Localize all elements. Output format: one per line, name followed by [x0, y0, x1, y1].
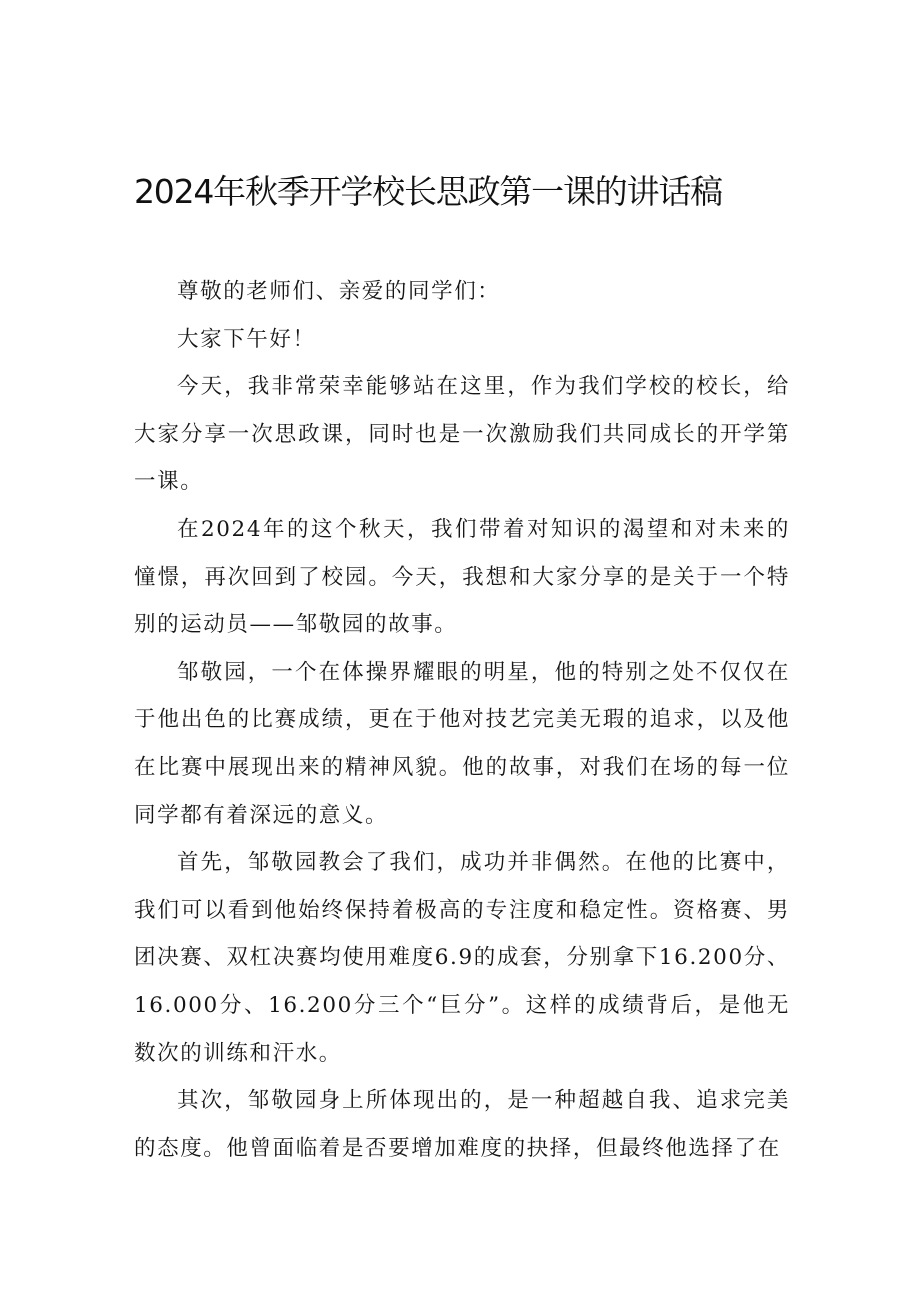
document-body	[134, 268, 790, 1172]
body-paragraph: 其次，邹敬园身上所体现出的，是一种超越自我、追求完美的态度。他曾面临着是否要增加难度的抉择，但最终他选择了在	[134, 1088, 790, 1161]
body-paragraph: 邹敬园，一个在体操界耀眼的明星，他的特别之处不仅仅在于他出色的比赛成绩，更在于他对技艺完美无瑕的追求，以及他在比赛中展现出来的精神风貌。他的故事，对我们在场的每一位同学都有着深远的意义。	[134, 659, 790, 828]
document-title: 2024年秋季开学校长思政第一课的讲话稿	[134, 172, 722, 211]
greeting-paragraph: 大家下午好！	[177, 326, 316, 352]
salutation-paragraph: 尊敬的老师们、亲爱的同学们：	[177, 279, 501, 304]
body-paragraph: 首先，邹敬园教会了我们，成功并非偶然。在他的比赛中，我们可以看到他始终保持着极高的专注度和稳定性。资格赛、男团决赛、双杠决赛均使用难度6.9的成套，分别拿下16.200分、16.000分、16.200分三个“巨分”。这样的成绩背后，是他无数次的训练和汗水。	[134, 850, 790, 1066]
body-paragraph: 在2024年的这个秋天，我们带着对知识的渴望和对未来的憧憬，再次回到了校园。今天，我想和大家分享的是关于一个特别的运动员——邹敬园的故事。	[134, 516, 790, 638]
body-paragraph: 今天，我非常荣幸能够站在这里，作为我们学校的校长，给大家分享一次思政课，同时也是一次激励我们共同成长的开学第一课。	[134, 374, 790, 495]
